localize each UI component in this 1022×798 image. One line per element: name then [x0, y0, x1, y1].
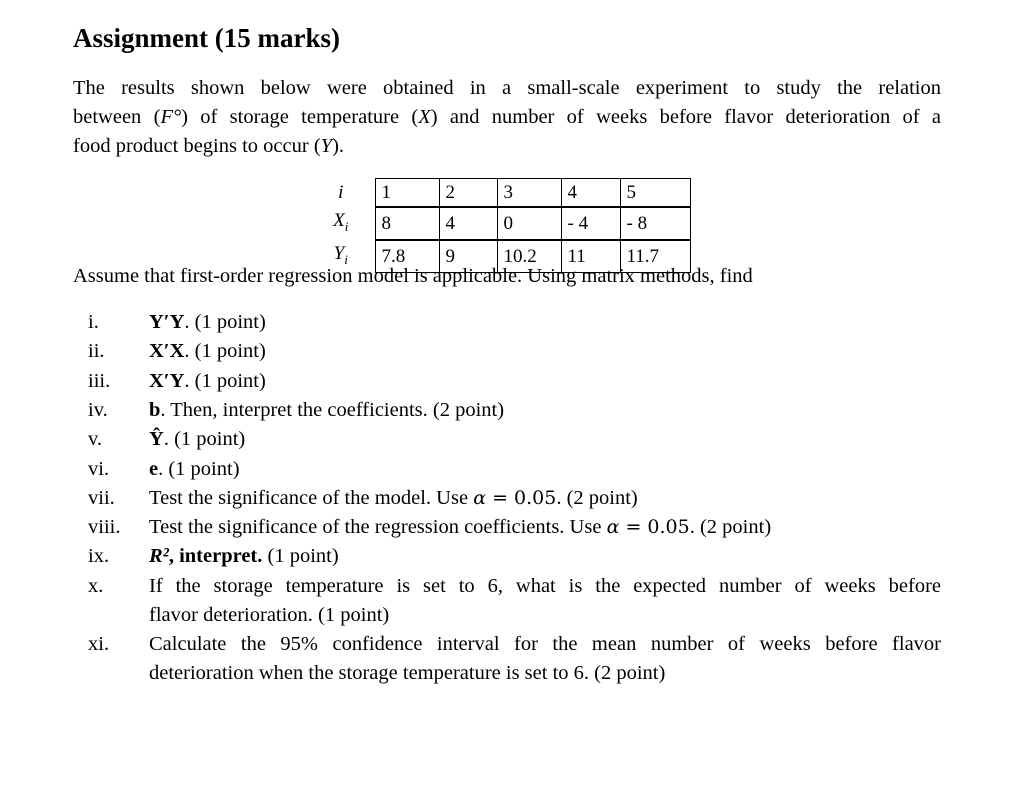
table-cell: - 8 [620, 207, 690, 240]
question-number: iii. [88, 369, 111, 392]
question-number: iv. [88, 398, 108, 421]
question-number: viii. [88, 516, 121, 539]
question-text: Calculate the 95% confidence interval for the mean number of weeks before flavor deterioration when the storage temperature is set to 6. (2 point) [149, 633, 941, 685]
question-number: x. [88, 574, 104, 597]
intro-paragraph [73, 74, 941, 161]
question-item [0, 396, 1000, 425]
question-item [0, 367, 1000, 396]
question-text: Test the significance of the regression coefficients. Use α = 0.05. (2 point) [149, 516, 772, 539]
table-row [307, 179, 690, 208]
assumption-text: Assume that first-order regression model is applicable. Using matrix methods, find [73, 265, 753, 287]
question-number: i. [88, 311, 99, 333]
question-text: If the storage temperature is set to 6, what is the expected number of weeks before flavor deterioration. (1 point) [149, 574, 941, 626]
question-text: X′Y. (1 point) [149, 369, 266, 392]
page-title: Assignment (15 marks) [73, 23, 340, 53]
question-item [0, 542, 1000, 571]
question-item [0, 308, 1000, 337]
intro-line-2: between (F°) of storage temperature (X) and number of weeks before flavor deterioration of a [73, 106, 942, 128]
table-cell: - 4 [561, 207, 620, 240]
question-text: Y′Y. (1 point) [149, 311, 266, 333]
question-text: Ŷ. (1 point) [149, 428, 246, 451]
intro-line-3: food product begins to occur (Y). [73, 135, 345, 157]
row-label-i: i [338, 182, 344, 204]
table-cell: 3 [497, 179, 561, 208]
question-text: b. Then, interpret the coefficients. (2 point) [149, 398, 505, 421]
table-cell: 11.7 [620, 240, 690, 273]
question-text: X′X. (1 point) [149, 340, 266, 363]
table-cell: 2 [439, 179, 497, 208]
question-number: xi. [88, 633, 110, 656]
question-item [0, 337, 1000, 366]
data-table [307, 178, 691, 273]
question-item [0, 513, 1000, 542]
table-cell: 5 [620, 179, 690, 208]
question-text: R², interpret. (1 point) [149, 545, 339, 568]
table-cell: 1 [375, 179, 439, 208]
table-cell: 7.8 [375, 240, 439, 273]
row-label-y: $Y_i$ [333, 242, 348, 267]
question-item [0, 630, 1000, 688]
table-row [307, 207, 690, 240]
table-cell: 10.2 [497, 240, 561, 273]
question-number: vi. [88, 457, 110, 480]
table-cell: 0 [497, 207, 561, 240]
question-item [0, 484, 1000, 513]
question-number: ix. [88, 545, 110, 568]
table-cell: 4 [439, 207, 497, 240]
question-item [0, 455, 1000, 484]
intro-line-1: The results shown below were obtained in a small-scale experiment to study the relation [73, 77, 941, 99]
question-number: ii. [88, 340, 105, 363]
question-number: vii. [88, 486, 115, 509]
question-item [0, 572, 1000, 630]
question-text: Test the significance of the model. Use α = 0.05. (2 point) [149, 486, 638, 509]
table-cell: 11 [561, 240, 620, 273]
question-item [0, 425, 1000, 454]
row-label-x: $X_i$ [333, 210, 349, 234]
table-cell: 9 [439, 240, 497, 273]
table-cell: 8 [375, 207, 439, 240]
question-text: e. (1 point) [149, 457, 240, 480]
question-number: v. [88, 428, 103, 451]
table-cell: 4 [561, 179, 620, 208]
